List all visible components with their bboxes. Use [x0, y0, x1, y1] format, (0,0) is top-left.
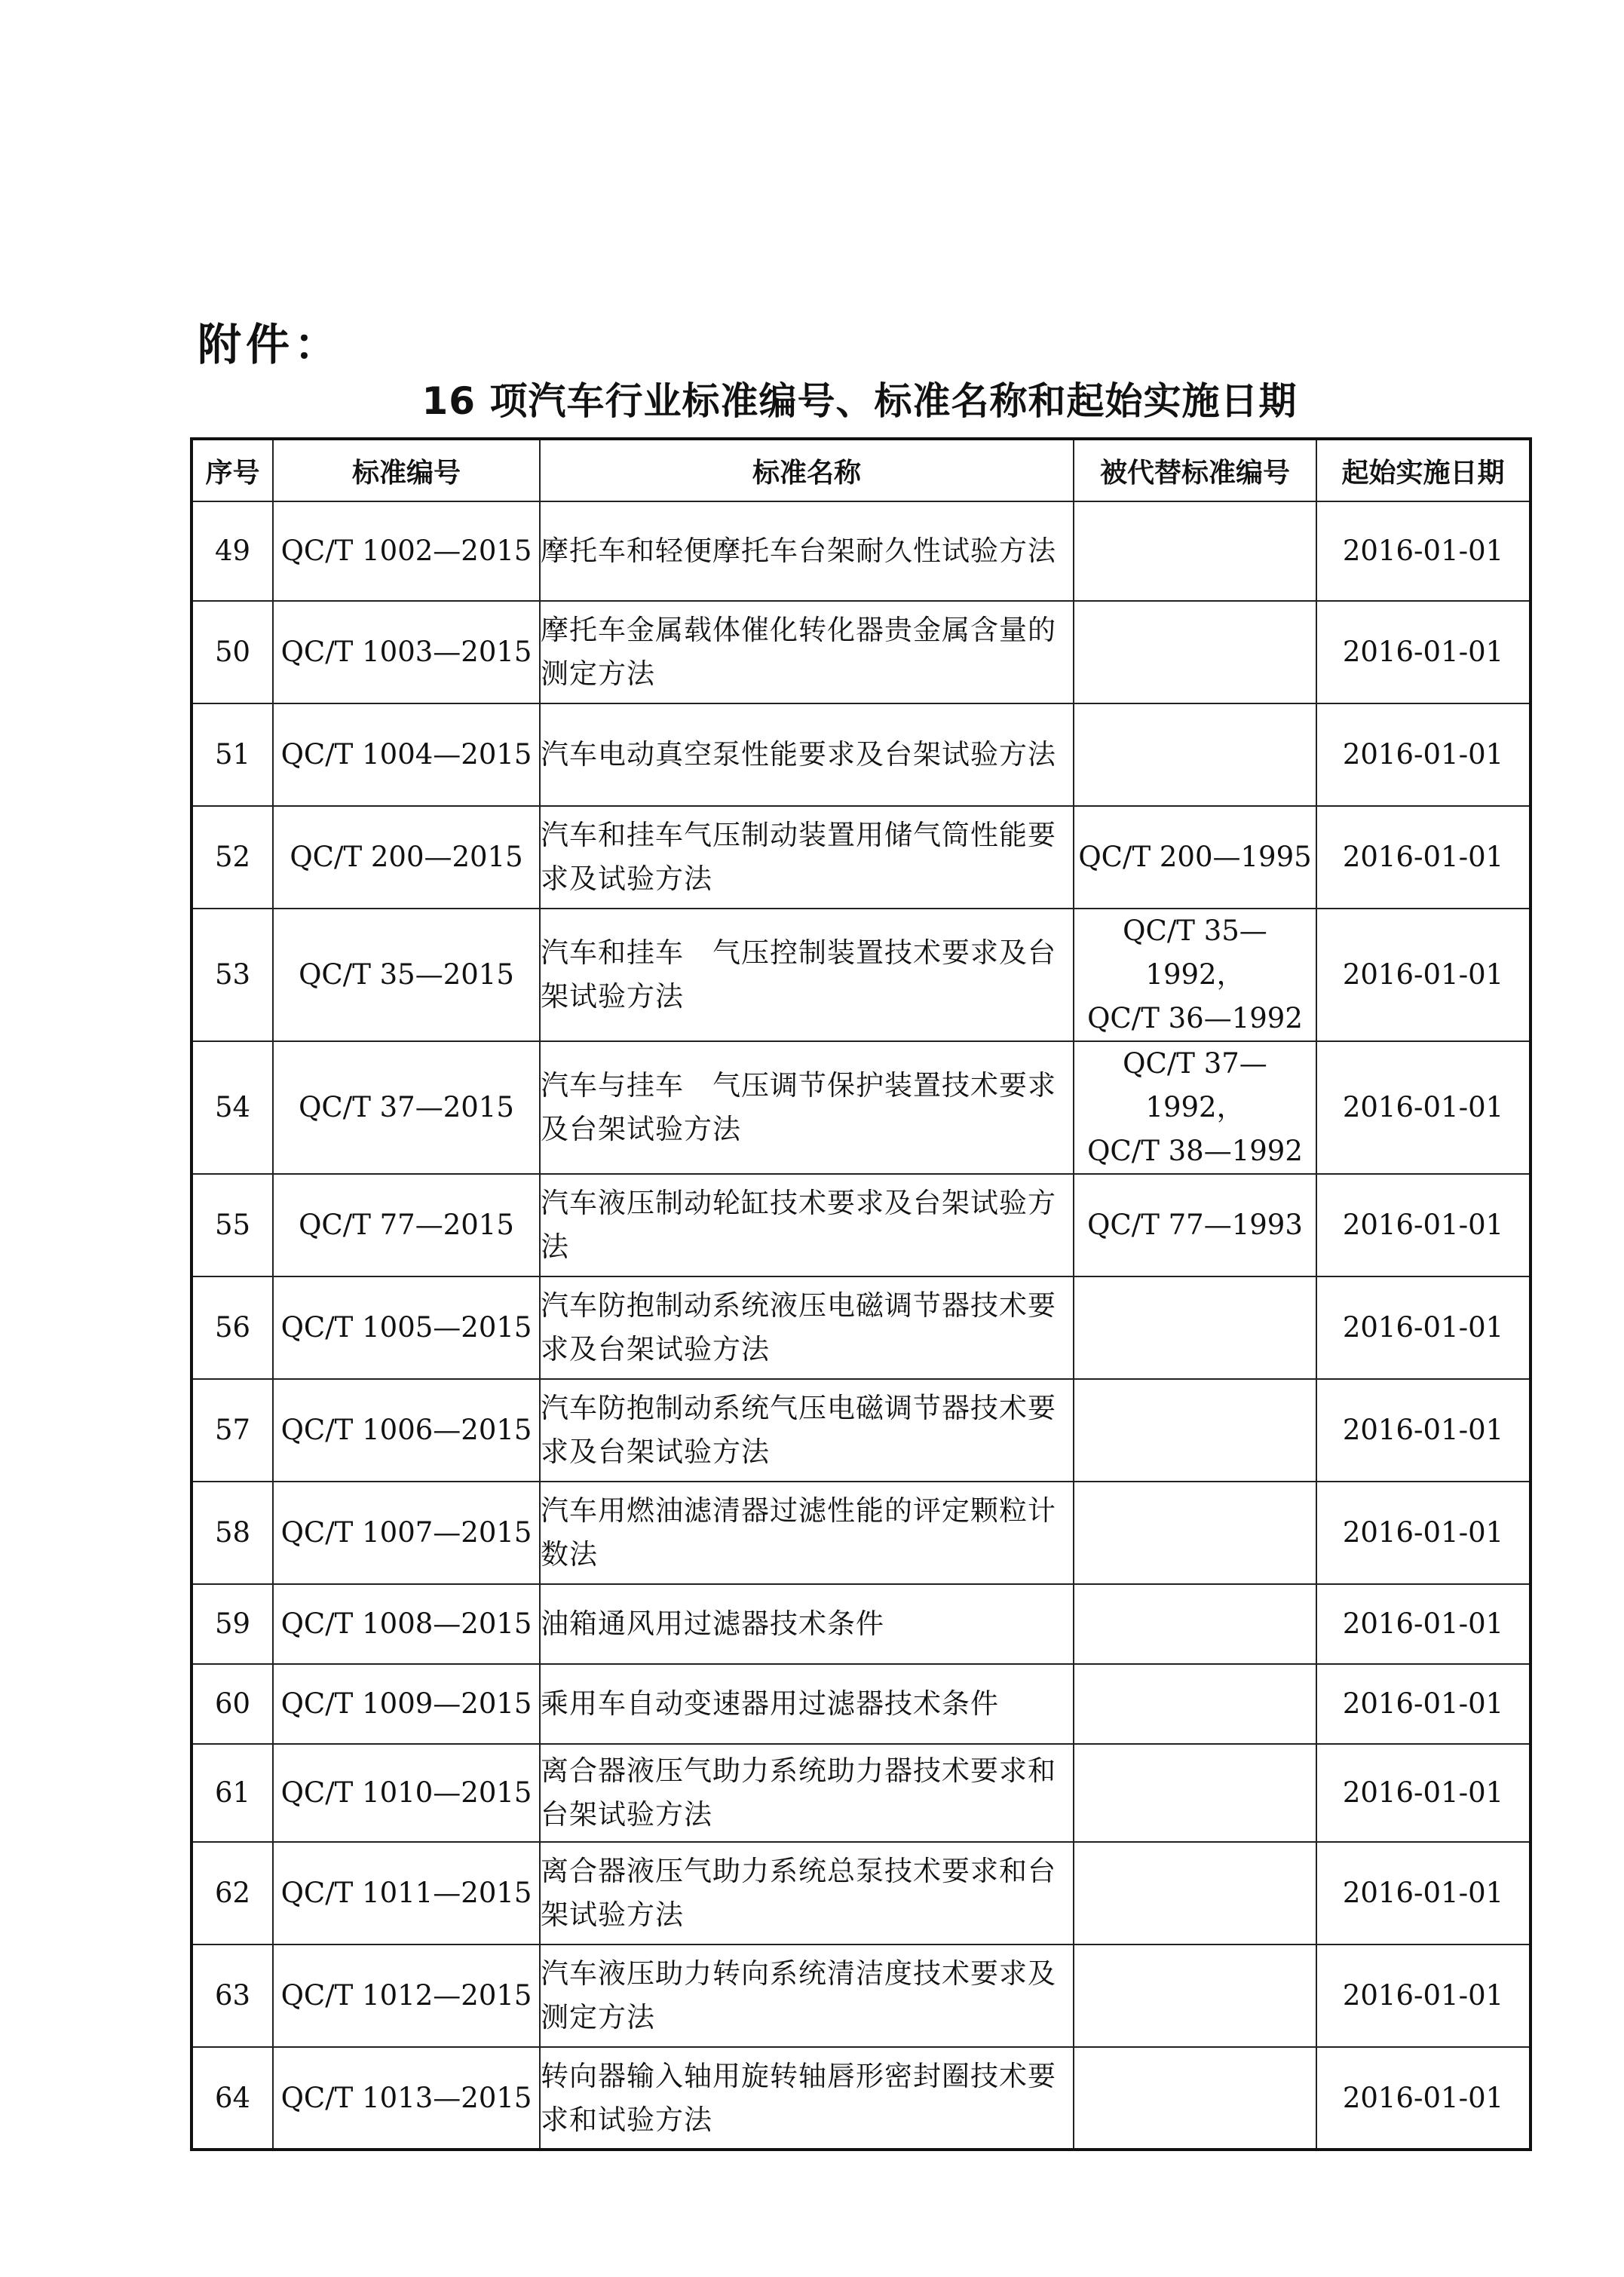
row-effective-date: 2016-01-01: [1316, 2047, 1531, 2150]
row-replaced-codes: [1074, 1379, 1316, 1482]
row-seq: 60: [192, 1664, 273, 1744]
row-seq: 61: [192, 1744, 273, 1842]
row-standard-name: 汽车防抱制动系统液压电磁调节器技术要求及台架试验方法: [540, 1276, 1074, 1379]
row-replaced-codes: [1074, 1482, 1316, 1584]
table-row: [192, 2047, 1531, 2150]
table-row: [192, 703, 1531, 806]
row-standard-name: 汽车液压制动轮缸技术要求及台架试验方法: [540, 1174, 1074, 1276]
row-standard-name: 汽车和挂车气压制动装置用储气筒性能要求及试验方法: [540, 806, 1074, 909]
row-seq: 59: [192, 1584, 273, 1664]
row-standard-code: QC/T 1010—2015: [273, 1744, 540, 1842]
row-standard-code: QC/T 1005—2015: [273, 1276, 540, 1379]
row-standard-name: 汽车和挂车 气压控制装置技术要求及台架试验方法: [540, 909, 1074, 1041]
row-seq: 62: [192, 1842, 273, 1944]
table-body: [192, 501, 1531, 2150]
header-name: 标准名称: [540, 439, 1074, 501]
replaced-code: QC/T 77—1993: [1087, 1209, 1303, 1241]
table-row: [192, 806, 1531, 909]
row-seq: 51: [192, 703, 273, 806]
row-effective-date: 2016-01-01: [1316, 1379, 1531, 1482]
table-row: [192, 501, 1531, 601]
replaced-code: QC/T 37—1992，: [1123, 1047, 1267, 1123]
row-effective-date: 2016-01-01: [1316, 1174, 1531, 1276]
row-standard-code: QC/T 77—2015: [273, 1174, 540, 1276]
document-title: 16 项汽车行业标准编号、标准名称和起始实施日期: [421, 379, 1298, 423]
row-standard-code: QC/T 1009—2015: [273, 1664, 540, 1744]
row-effective-date: 2016-01-01: [1316, 1041, 1531, 1174]
row-standard-code: QC/T 1007—2015: [273, 1482, 540, 1584]
row-standard-name: 摩托车金属载体催化转化器贵金属含量的测定方法: [540, 601, 1074, 703]
row-effective-date: 2016-01-01: [1316, 806, 1531, 909]
row-standard-name: 离合器液压气助力系统助力器技术要求和台架试验方法: [540, 1744, 1074, 1842]
row-effective-date: 2016-01-01: [1316, 1584, 1531, 1664]
table-row: [192, 909, 1531, 1041]
row-replaced-codes: [1074, 1664, 1316, 1744]
table-row: [192, 1842, 1531, 1944]
row-standard-name: 离合器液压气助力系统总泵技术要求和台架试验方法: [540, 1842, 1074, 1944]
table-row: [192, 1944, 1531, 2047]
row-seq: 56: [192, 1276, 273, 1379]
row-seq: 63: [192, 1944, 273, 2047]
row-seq: 52: [192, 806, 273, 909]
row-seq: 55: [192, 1174, 273, 1276]
row-standard-name: 汽车与挂车 气压调节保护装置技术要求及台架试验方法: [540, 1041, 1074, 1174]
row-standard-code: QC/T 1008—2015: [273, 1584, 540, 1664]
row-standard-code: QC/T 200—2015: [273, 806, 540, 909]
row-effective-date: 2016-01-01: [1316, 1482, 1531, 1584]
row-standard-code: QC/T 37—2015: [273, 1041, 540, 1174]
row-replaced-codes: [1074, 1584, 1316, 1664]
table-row: [192, 1664, 1531, 1744]
row-replaced-codes: [1074, 703, 1316, 806]
attachment-label: 附件：: [198, 319, 343, 370]
row-seq: 53: [192, 909, 273, 1041]
row-standard-name: 摩托车和轻便摩托车台架耐久性试验方法: [540, 501, 1074, 601]
table-row: [192, 1174, 1531, 1276]
replaced-code: QC/T 200—1995: [1078, 841, 1312, 873]
table-row: [192, 1379, 1531, 1482]
row-standard-code: QC/T 35—2015: [273, 909, 540, 1041]
row-standard-code: QC/T 1011—2015: [273, 1842, 540, 1944]
row-effective-date: 2016-01-01: [1316, 703, 1531, 806]
row-effective-date: 2016-01-01: [1316, 1944, 1531, 2047]
replaced-code: QC/T 36—1992: [1087, 1002, 1303, 1034]
table-row: [192, 1482, 1531, 1584]
standards-table: [190, 437, 1532, 2151]
header-date: 起始实施日期: [1316, 439, 1531, 501]
row-standard-name: 转向器输入轴用旋转轴唇形密封圈技术要求和试验方法: [540, 2047, 1074, 2150]
row-replaced-codes: [1074, 2047, 1316, 2150]
header-replaced: 被代替标准编号: [1074, 439, 1316, 501]
row-standard-name: 汽车电动真空泵性能要求及台架试验方法: [540, 703, 1074, 806]
row-seq: 49: [192, 501, 273, 601]
row-replaced-codes: [1074, 909, 1316, 1041]
row-seq: 64: [192, 2047, 273, 2150]
row-replaced-codes: [1074, 806, 1316, 909]
row-standard-code: QC/T 1006—2015: [273, 1379, 540, 1482]
table-header-row: [192, 439, 1531, 501]
row-standard-code: QC/T 1003—2015: [273, 601, 540, 703]
header-code: 标准编号: [273, 439, 540, 501]
replaced-code: QC/T 35—1992，: [1123, 915, 1267, 991]
row-standard-code: QC/T 1004—2015: [273, 703, 540, 806]
row-replaced-codes: [1074, 1276, 1316, 1379]
row-standard-code: QC/T 1002—2015: [273, 501, 540, 601]
row-standard-name: 汽车用燃油滤清器过滤性能的评定颗粒计数法: [540, 1482, 1074, 1584]
row-seq: 57: [192, 1379, 273, 1482]
table-row: [192, 601, 1531, 703]
row-standard-name: 汽车液压助力转向系统清洁度技术要求及测定方法: [540, 1944, 1074, 2047]
row-effective-date: 2016-01-01: [1316, 1276, 1531, 1379]
row-standard-code: QC/T 1013—2015: [273, 2047, 540, 2150]
row-standard-name: 乘用车自动变速器用过滤器技术条件: [540, 1664, 1074, 1744]
row-replaced-codes: [1074, 501, 1316, 601]
row-standard-name: 油箱通风用过滤器技术条件: [540, 1584, 1074, 1664]
row-effective-date: 2016-01-01: [1316, 909, 1531, 1041]
row-effective-date: 2016-01-01: [1316, 501, 1531, 601]
row-standard-code: QC/T 1012—2015: [273, 1944, 540, 2047]
row-replaced-codes: [1074, 1944, 1316, 2047]
row-replaced-codes: [1074, 1174, 1316, 1276]
table-row: [192, 1744, 1531, 1842]
row-replaced-codes: [1074, 1744, 1316, 1842]
row-effective-date: 2016-01-01: [1316, 1744, 1531, 1842]
row-seq: 58: [192, 1482, 273, 1584]
row-effective-date: 2016-01-01: [1316, 1842, 1531, 1944]
row-seq: 54: [192, 1041, 273, 1174]
table-row: [192, 1041, 1531, 1174]
row-effective-date: 2016-01-01: [1316, 601, 1531, 703]
row-replaced-codes: [1074, 1842, 1316, 1944]
table-row: [192, 1584, 1531, 1664]
row-standard-name: 汽车防抱制动系统气压电磁调节器技术要求及台架试验方法: [540, 1379, 1074, 1482]
replaced-code: QC/T 38—1992: [1087, 1135, 1303, 1167]
row-replaced-codes: [1074, 601, 1316, 703]
table-row: [192, 1276, 1531, 1379]
row-seq: 50: [192, 601, 273, 703]
row-replaced-codes: [1074, 1041, 1316, 1174]
header-seq: 序号: [192, 439, 273, 501]
row-effective-date: 2016-01-01: [1316, 1664, 1531, 1744]
